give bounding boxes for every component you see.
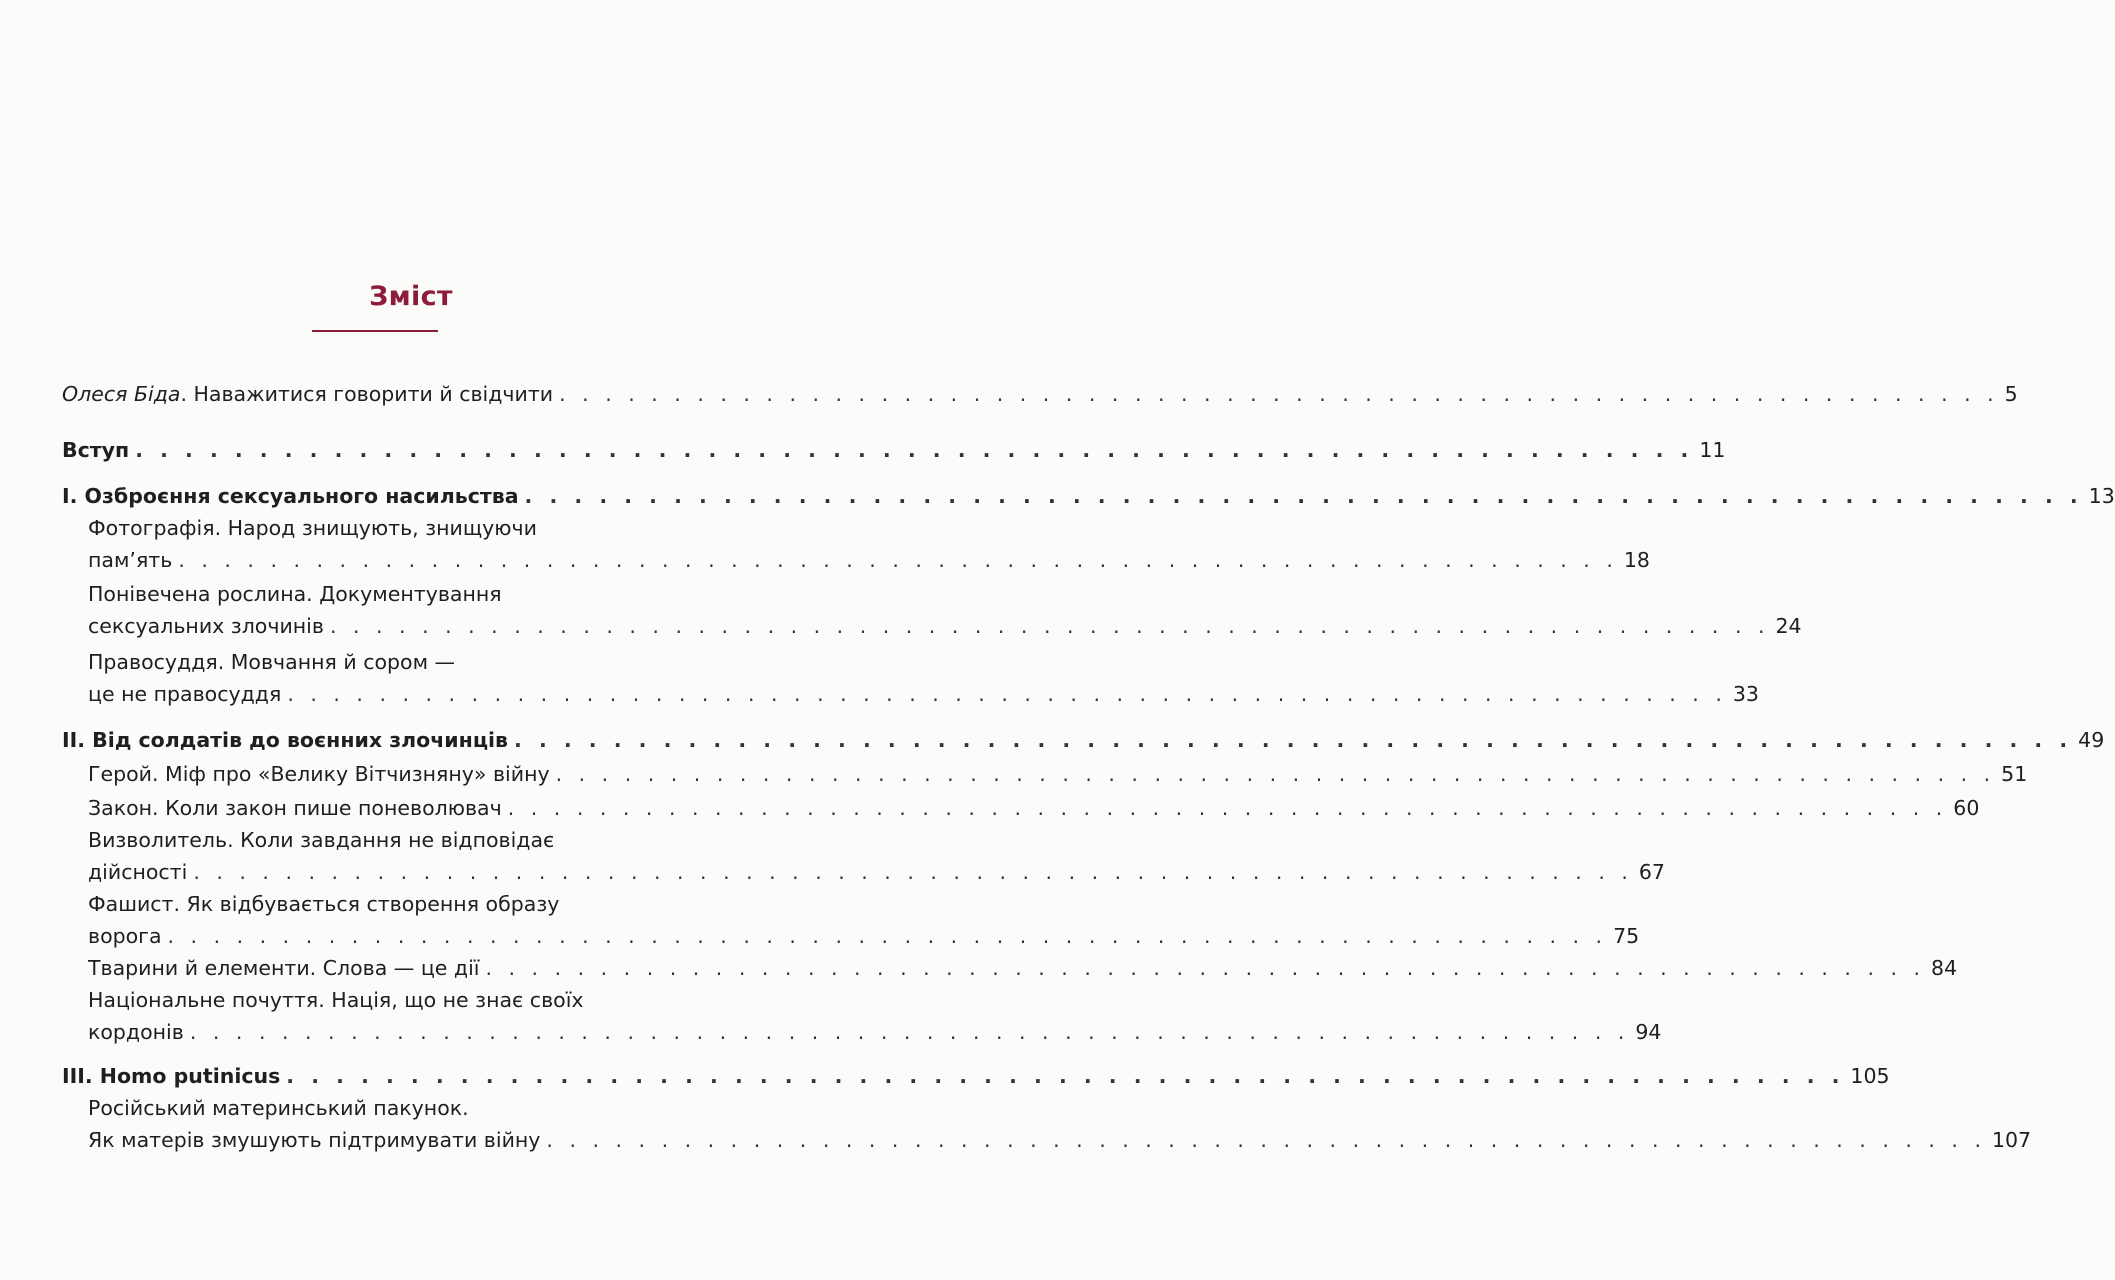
dot-leader: . . . . . . . . . . . . . . . . . . . . . . . . . . . . . . . . . . . . . . . . . . . . . . . . . . . . . . . . . . . . . . .: [286, 1064, 1845, 1088]
toc-entry-chapter[interactable]: [88, 512, 1650, 576]
dot-leader: . . . . . . . . . . . . . . . . . . . . . . . . . . . . . . . . . . . . . . . . . . . . . . . . . . . . . . . . . . . . . . .: [189, 1020, 1630, 1044]
page-number: 60: [1953, 796, 1980, 820]
toc-entry-part-2[interactable]: [62, 724, 2105, 756]
toc-entry-chapter[interactable]: [88, 952, 1958, 984]
foreword-author: Олеся Біда: [62, 382, 181, 406]
entry-title-line: Російський материнський пакунок.: [88, 1096, 469, 1120]
toc-entry-chapter[interactable]: [88, 578, 1802, 642]
dot-leader: . . . . . . . . . . . . . . . . . . . . . . . . . . . . . . . . . . . . . . . . . . . . . . . . . . . . . . . . . . . . . . .: [546, 1128, 1986, 1152]
entry-title-end: Закон. Коли закон пише поневолювач: [88, 796, 502, 820]
toc-entry-part-3[interactable]: [62, 1060, 1890, 1092]
entry-title-line: Визволитель. Коли завдання не відповідає: [88, 828, 555, 852]
entry-title-end: це не правосуддя: [88, 682, 282, 706]
toc-heading: Зміст: [369, 281, 453, 312]
part-title: ІІІ. Homo putinicus: [62, 1064, 281, 1088]
entry-title-line: Понівечена рослина. Документування: [88, 582, 502, 606]
page-number: 51: [2001, 762, 2028, 786]
dot-leader: . . . . . . . . . . . . . . . . . . . . . . . . . . . . . . . . . . . . . . . . . . . . . . . . . . . . . . . . . . . . . . .: [524, 484, 2083, 508]
dot-leader: . . . . . . . . . . . . . . . . . . . . . . . . . . . . . . . . . . . . . . . . . . . . . . . . . . . . . . . . . . . . . . .: [555, 762, 1996, 786]
entry-title-end: Як матерів змушують підтримувати війну: [88, 1128, 541, 1152]
page-number: 107: [1991, 1128, 2032, 1152]
page-number: 18: [1623, 548, 1650, 572]
entry-title-end: ворога: [88, 924, 162, 948]
toc-entry-chapter[interactable]: [88, 824, 1665, 888]
dot-leader: . . . . . . . . . . . . . . . . . . . . . . . . . . . . . . . . . . . . . . . . . . . . . . . . . . . . . . . . . . . . . . .: [514, 728, 2073, 752]
page-number: 67: [1638, 860, 1665, 884]
entry-title-line: Фашист. Як відбувається створення образу: [88, 892, 560, 916]
toc-entry-chapter[interactable]: [88, 792, 1980, 824]
dot-leader: . . . . . . . . . . . . . . . . . . . . . . . . . . . . . . . . . . . . . . . . . . . . . . . . . . . . . . . . . . . . . . .: [559, 382, 1999, 406]
part-title: ІІ. Від солдатів до воєнних злочинців: [62, 728, 509, 752]
heading-underline: [312, 330, 438, 332]
toc-entry-foreword[interactable]: [62, 378, 2018, 410]
dot-leader: . . . . . . . . . . . . . . . . . . . . . . . . . . . . . . . . . . . . . . . . . . . . . . . . . . . . . . . . . . . . . . .: [485, 956, 1926, 980]
toc-entry-part-1[interactable]: [62, 480, 2115, 512]
entry-title-end: сексуальних злочинів: [88, 614, 324, 638]
entry-title: Вступ: [62, 438, 130, 462]
toc-entry-intro[interactable]: [62, 434, 1726, 466]
page-number: 94: [1635, 1020, 1662, 1044]
entry-title-line: Правосуддя. Мовчання й сором —: [88, 650, 456, 674]
foreword-title: . Наважитися говорити й свідчити: [180, 382, 554, 406]
page-number: 24: [1775, 614, 1802, 638]
entry-title-end: Тварини й елементи. Слова — це дії: [88, 956, 480, 980]
dot-leader: . . . . . . . . . . . . . . . . . . . . . . . . . . . . . . . . . . . . . . . . . . . . . . . . . . . . . . . . . . . . . . .: [167, 924, 1608, 948]
dot-leader: . . . . . . . . . . . . . . . . . . . . . . . . . . . . . . . . . . . . . . . . . . . . . . . . . . . . . . . . . . . . . . .: [329, 614, 1770, 638]
page-number: 13: [2088, 484, 2115, 508]
entry-title-line: Фотографія. Народ знищують, знищуючи: [88, 516, 537, 540]
entry-title-line: Національне почуття. Нація, що не знає своїх: [88, 988, 584, 1012]
page-number: 105: [1850, 1064, 1890, 1088]
page-number: 84: [1931, 956, 1958, 980]
entry-title-end: пам’ять: [88, 548, 173, 572]
entry-title-end: дійсності: [88, 860, 188, 884]
page-number: 75: [1613, 924, 1640, 948]
dot-leader: . . . . . . . . . . . . . . . . . . . . . . . . . . . . . . . . . . . . . . . . . . . . . . . . . . . . . . . . . . . . . . .: [287, 682, 1727, 706]
entry-title-end: Герой. Міф про «Велику Вітчизняну» війну: [88, 762, 550, 786]
part-title: І. Озброєння сексуального насильства: [62, 484, 519, 508]
page-number: 33: [1732, 682, 1759, 706]
dot-leader: . . . . . . . . . . . . . . . . . . . . . . . . . . . . . . . . . . . . . . . . . . . . . . . . . . . . . . . . . . . . . . .: [178, 548, 1618, 572]
toc-entry-chapter[interactable]: [88, 888, 1640, 952]
entry-title-end: кордонів: [88, 1020, 184, 1044]
toc-entry-chapter[interactable]: [88, 984, 1662, 1048]
page-number: 49: [2078, 728, 2105, 752]
toc-entry-chapter[interactable]: [88, 1092, 2032, 1156]
page-number: 11: [1699, 438, 1726, 462]
dot-leader: . . . . . . . . . . . . . . . . . . . . . . . . . . . . . . . . . . . . . . . . . . . . . . . . . . . . . . . . . . . . . . .: [135, 438, 1694, 462]
dot-leader: . . . . . . . . . . . . . . . . . . . . . . . . . . . . . . . . . . . . . . . . . . . . . . . . . . . . . . . . . . . . . . .: [193, 860, 1633, 884]
dot-leader: . . . . . . . . . . . . . . . . . . . . . . . . . . . . . . . . . . . . . . . . . . . . . . . . . . . . . . . . . . . . . . .: [507, 796, 1948, 820]
page-number: 5: [2004, 382, 2018, 406]
toc-entry-chapter[interactable]: [88, 758, 2028, 790]
toc-entry-chapter[interactable]: [88, 646, 1759, 710]
